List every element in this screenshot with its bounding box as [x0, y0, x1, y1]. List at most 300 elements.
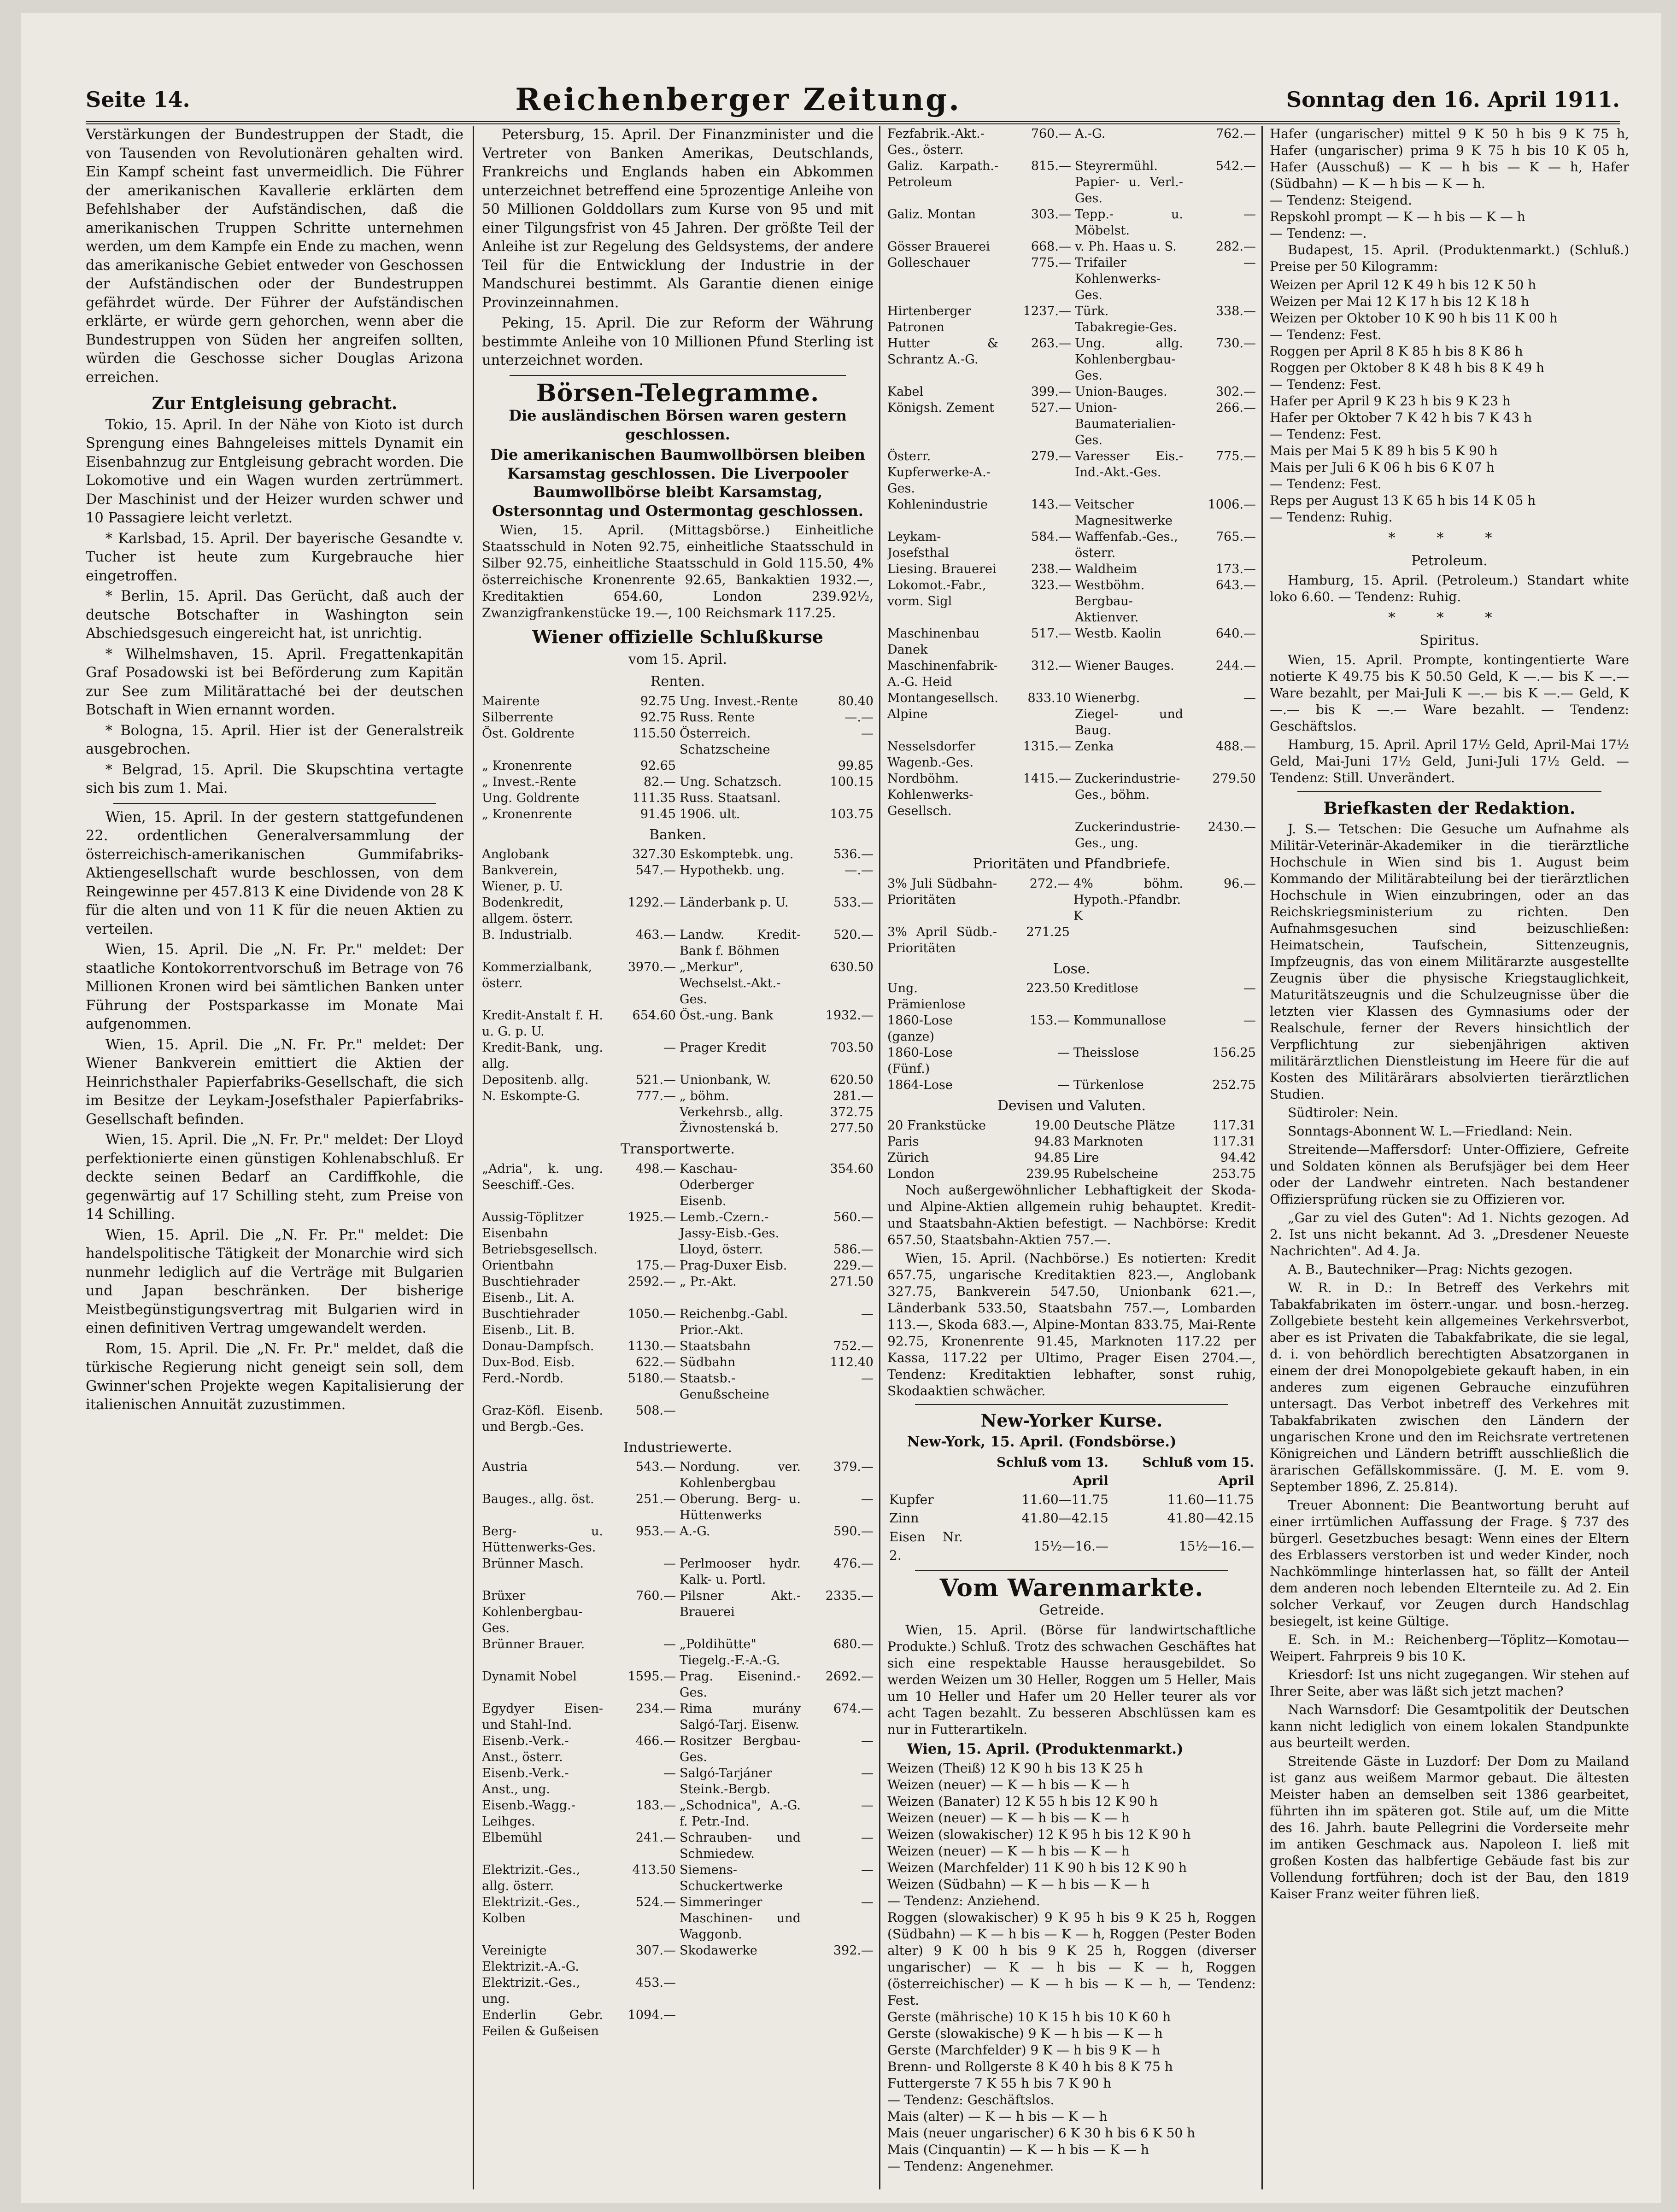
- quote-value: 476.—: [833, 1557, 874, 1571]
- quote-name: Eskomptebk. ung.: [680, 847, 794, 861]
- quote-value: 2335.—: [825, 1589, 874, 1603]
- quote-name: Zuckerindustrie-Ges., böhm.: [1074, 772, 1180, 802]
- quote-name: Brüxer Kohlenbergbau-Ges.: [482, 1589, 583, 1635]
- quote-value: 777.—: [635, 1089, 676, 1103]
- quote-value: 586.—: [833, 1242, 874, 1257]
- quote-value: 463.—: [635, 928, 676, 942]
- news-hamburg-spiritus: Hamburg, 15. April. April 17½ Geld, April-Mai 17½ Geld, Mai-Juni 17½ Geld, Juni-Juli 17½ Geld. — Tendenz: Still. Unverändert.: [1270, 737, 1629, 785]
- quote-value: 229.—: [833, 1258, 874, 1273]
- quote-name: 3% April Südb.-Prioritäten: [887, 925, 997, 955]
- quote-name: Hypothekb. ung.: [680, 863, 785, 878]
- quote-value: 100.15: [830, 774, 874, 789]
- quote-name: Kaschau-Oderberger Eisenb.: [680, 1161, 754, 1208]
- quote-name: Lokomot.-Fabr., vorm. Sigl: [887, 578, 986, 609]
- quote-name: Veitscher Magnesitwerke: [1074, 497, 1173, 528]
- quote-value: —: [663, 1637, 676, 1651]
- quote-name: A.-G.: [680, 1524, 710, 1539]
- quote-name: Öst.-ung. Bank: [680, 1008, 774, 1023]
- letter-answer: E. Sch. in M.: Reichenberg—Töplitz—Komotau—Weipert. Fahrpreis 9 bis 10 K.: [1270, 1632, 1629, 1664]
- list-hafer: [1270, 126, 1629, 242]
- price-line: Hafer per April 9 K 23 h bis 9 K 23 h: [1270, 393, 1511, 409]
- quote-value: —: [861, 1895, 874, 1909]
- quote-name: „ Pr.-Akt.: [680, 1274, 737, 1289]
- quote-value: —: [663, 1766, 676, 1780]
- quote-value: [607, 1104, 676, 1120]
- quote-name: Westböhm. Bergbau-Aktienver.: [1074, 578, 1145, 625]
- quote-value: —: [861, 1831, 874, 1845]
- quote-value: —: [1057, 1046, 1070, 1060]
- quote-name: Elektrizit.-Ges., Kolben: [482, 1895, 580, 1925]
- table-transportwerte: [482, 1161, 874, 1435]
- newspaper-page: [21, 13, 1661, 2203]
- section-industriewerte: Industriewerte.: [623, 1439, 732, 1456]
- column-2: [482, 126, 874, 2039]
- quote-name: Rubelscheine: [1073, 1166, 1158, 1181]
- quote-value: 271.50: [830, 1274, 874, 1289]
- quote-name: Prag-Duxer Eisb.: [680, 1258, 787, 1273]
- quote-name: Skodawerke: [680, 1943, 757, 1958]
- quote-name: Rositzer Bergbau-Ges.: [680, 1734, 801, 1764]
- price-line: — Tendenz: Anziehend.: [887, 1893, 1040, 1908]
- quote-value: 560.—: [833, 1210, 874, 1224]
- quote-value: 279.—: [1031, 449, 1071, 463]
- quote-name: Lemb.-Czern.-Jassy-Eisb.-Ges.: [680, 1210, 780, 1241]
- quote-name: Dux-Bod. Eisb.: [482, 1355, 575, 1369]
- price-line: Roggen per April 8 K 85 h bis 8 K 86 h: [1270, 344, 1523, 359]
- quote-name: Ung. allg. Kohlenbergbau-Ges.: [1074, 336, 1183, 383]
- quote-value: —: [861, 1863, 874, 1877]
- quote-name: 4% böhm. Hypoth.-Pfandbr. K: [1073, 876, 1183, 923]
- section-banken: Banken.: [649, 826, 707, 843]
- quote-value: 19.00: [1034, 1118, 1070, 1133]
- quote-name: Marknoten: [1073, 1134, 1143, 1149]
- quote-name: Verkehrsb., allg.: [680, 1105, 783, 1119]
- quote-value: —: [663, 1041, 676, 1055]
- price-line: Repskohl prompt — K — h bis — K — h: [1270, 209, 1525, 224]
- divider: [510, 375, 846, 376]
- quote-name: Elbemühl: [482, 1831, 542, 1845]
- quote-name: Anglobank: [482, 847, 550, 861]
- news-petersburg: Petersburg, 15. April. Der Finanzminister und die Vertreter von Banken Amerikas, Deutschlands, Frankreichs und Englands haben ein Abkommen unterzeichnet betreffend eine 5prozentige Anleihe von 50 Millionen Golddollars zum Kurse von 95 und mit einer Tilgungsfrist von 45 Jahren. Der größte Teil der Anleihe ist zur Regelung des Geldsystems, der andere Teil für die Entwicklung der Industrie in der Mandschurei bestimmt. Als Garantie dienen einige Provinzeinnahmen.: [482, 127, 874, 311]
- quote-name: 1906. ult.: [680, 807, 740, 821]
- quote-name: Türkenlose: [1073, 1078, 1144, 1092]
- quote-name: Paris: [887, 1134, 919, 1149]
- price-line: — Tendenz: Fest.: [1270, 427, 1382, 442]
- price-line: — Tendenz: Fest.: [1270, 476, 1382, 492]
- price-line: Mais (Cinquantin) — K — h bis — K — h: [887, 2142, 1149, 2157]
- section-transportwerte: Transportwerte.: [621, 1141, 735, 1157]
- ny-col-head: Schluß vom 15. April: [1142, 1454, 1254, 1488]
- quote-name: „Adria", k. ung. Seeschiff.-Ges.: [482, 1161, 603, 1192]
- price-line: Reps per August 13 K 65 h bis 14 K 05 h: [1270, 493, 1536, 508]
- quote-name: Perlmooser hydr. Kalk- u. Portl.: [680, 1557, 801, 1587]
- quote-value: 508.—: [635, 1403, 676, 1418]
- price-line: Roggen (slowakischer) 9 K 95 h bis 9 K 25 h, Roggen (Südbahn) — K — h bis — K — h, Roggen (Pester Boden alter) 9 K 00 h bis 9 K 25 h, Roggen (diverser ungarischer) — K — h bis — K — h, Roggen (österreichischer) — K — h bis — K — h, — Tendenz: Fest.: [887, 1910, 1256, 2008]
- column-1: [86, 126, 463, 1416]
- table-lose: [887, 980, 1256, 1093]
- heading-schlusskurse: Wiener offizielle Schlußkurse: [532, 626, 823, 647]
- letter-answer: Sonntags-Abonnent W. L.—Friedland: Nein.: [1288, 1123, 1573, 1139]
- quote-value: [804, 790, 874, 806]
- quote-value: —: [861, 1766, 874, 1780]
- price-line: Gerste (Marchfelder) 9 K — h bis 9 K — h: [887, 2042, 1161, 2058]
- page-header: [86, 77, 1620, 124]
- quote-value: 143.—: [1031, 497, 1071, 512]
- quote-name: Ung. Invest.-Rente: [680, 694, 798, 708]
- quote-name: Tepp.- u. Möbelst.: [1074, 207, 1183, 238]
- quote-name: Russ. Staatsanl.: [680, 790, 781, 805]
- quote-name: N. Eskompte-G.: [482, 1089, 580, 1103]
- quote-value: 223.50: [1026, 981, 1070, 995]
- quote-name: Enderlin Gebr. Feilen & Gußeisen: [482, 2008, 603, 2038]
- news-berlin: * Berlin, 15. April. Das Gerücht, daß auch der deutsche Botschafter in Washington sein Abschiedsgesuch eingereicht hat, ist unrichtig.: [86, 588, 463, 642]
- quote-name: Buschtiehrader Eisenb., Lit. B.: [482, 1306, 580, 1337]
- quote-value: —: [861, 1734, 874, 1748]
- quote-name: Waldheim: [1074, 562, 1137, 576]
- quote-name: „Schodnica", A.-G. f. Petr.-Ind.: [680, 1798, 801, 1829]
- price-line: Weizen (slowakischer) 12 K 95 h bis 12 K 90 h: [887, 1827, 1191, 1842]
- quote-value: 521.—: [635, 1073, 676, 1087]
- quote-name: Staatsbahn: [680, 1339, 751, 1353]
- table-industriewerte: [482, 1459, 874, 2039]
- section-petroleum: Petroleum.: [1411, 552, 1488, 569]
- quote-name: Varesser Eis.-Ind.-Akt.-Ges.: [1074, 449, 1183, 480]
- quote-value: 1932.—: [825, 1008, 874, 1023]
- quote-value: 92.75: [640, 694, 676, 708]
- commodity-price: 41.80—42.15: [1021, 1510, 1108, 1526]
- heading-briefkasten: Briefkasten der Redaktion.: [1323, 799, 1576, 818]
- quote-name: Deutsche Plätze: [1073, 1118, 1175, 1133]
- news-wien-2: Wien, 15. April. Die „N. Fr. Pr." meldet: Der staatliche Kontokorrentvorschuß im Betrage von 76 Millionen Kronen wird bei sämtlichen Banken unter Führung der Postsparkasse im Monate Mai aufgenommen.: [86, 942, 463, 1032]
- quote-value: 760.—: [1031, 127, 1071, 141]
- letter-answer: Streitende Gäste in Luzdorf: Der Dom zu Mailand ist ganz aus weißem Marmor gebaut. Die ältesten Meister haben an demselben seit 1386 gearbeitet, führten ihn im späteren got. Stile auf, um die Mitte des 16. Jahrh. baute Pellegrini die Vorderseite mehr im antiken Geschmack aus. Napoleon I. ließ mit großen Kosten das halbfertige Gebäude fast bis zur Vollendung fortführen; doch ist der Bau, den 1819 Kaiser Franz weiter führen ließ.: [1270, 1753, 1629, 1902]
- letter-answer: Treuer Abonnent: Die Beantwortung beruht auf einer irrtümlichen Auffassung der Frage. § 737 des bürgerl. Gesetzbuches besagt: Wenn eines der Eltern des Erblassers verstorben ist und weder Kinder, noch Nachkömmlinge hinterlassen hat, so fällt der Anteil dem anderen noch lebenden Elternteile zu. Ad 2. Ein solcher Verkauf, vor Zeugen durch Handschlag besiegelt, ist keine Gültige.: [1270, 1497, 1629, 1629]
- table-row: [887, 1528, 1256, 1565]
- section-lose: Lose.: [1053, 960, 1091, 977]
- price-line: Weizen (Theiß) 12 K 90 h bis 13 K 25 h: [887, 1761, 1143, 1776]
- quote-value: 775.—: [1215, 449, 1256, 463]
- quote-name: Aussig-Töplitzer Eisenbahn: [482, 1210, 584, 1241]
- table-devisen: [887, 1118, 1256, 1182]
- quote-value: 399.—: [1031, 385, 1071, 399]
- quote-name: 1860-Lose (Fünf.): [887, 1046, 953, 1076]
- news-wilhelmshaven: * Wilhelmshaven, 15. April. Fregattenkapitän Graf Posadowski ist bei Beförderung zum Kapitän zur See zum Militärattaché bei der deutschen Botschaft in Wien ernannt worden.: [86, 646, 463, 718]
- quote-value: 272.—: [1029, 876, 1070, 891]
- price-line: Weizen per Mai 12 K 17 h bis 12 K 18 h: [1270, 294, 1530, 309]
- quote-value: 117.31: [1212, 1118, 1256, 1133]
- note-foreign-exchanges: Die ausländischen Börsen waren gestern geschlossen.: [509, 407, 847, 443]
- quote-value: 115.50: [632, 726, 676, 741]
- quote-value: 239.95: [1026, 1166, 1070, 1181]
- quote-value: 5180.—: [627, 1371, 676, 1386]
- quote-value: —: [1243, 981, 1256, 995]
- quote-name: 3% Juli Südbahn-Prioritäten: [887, 876, 997, 907]
- table-industriewerte-continued: [887, 126, 1256, 851]
- ny-col-head: [887, 1453, 965, 1491]
- quote-value: —.—: [844, 710, 874, 725]
- news-new-york: New-York, 15. April. (Fondsbörse.): [907, 1434, 1177, 1450]
- quote-name: Egydyer Eisen- und Stahl-Ind.: [482, 1702, 603, 1732]
- table-banken: [482, 846, 874, 1136]
- quote-value: —: [1243, 256, 1256, 270]
- quote-name: v. Ph. Haas u. S.: [1074, 240, 1177, 254]
- quote-value: 244.—: [1215, 659, 1256, 673]
- divider: [1297, 791, 1601, 792]
- quote-name: Österreich. Schatzscheine: [680, 726, 770, 757]
- quote-name: Länderbank p. U.: [680, 895, 789, 910]
- quote-name: Brünner Masch.: [482, 1557, 584, 1571]
- section-prioritaeten: Prioritäten und Pfandbriefe.: [973, 856, 1171, 872]
- price-line: — Tendenz: Ruhig.: [1270, 509, 1393, 525]
- quote-value: 253.75: [1212, 1166, 1256, 1181]
- quote-name: Reichenbg.-Gabl. Prior.-Akt.: [680, 1306, 788, 1337]
- ny-col-head: Schluß vom 13. April: [997, 1454, 1108, 1488]
- quote-value: 775.—: [1031, 256, 1071, 270]
- letter-answer: Südtiroler: Nein.: [1288, 1105, 1398, 1120]
- quote-name: Union-Baumaterialien-Ges.: [1074, 401, 1176, 447]
- quote-name: Golleschauer: [887, 256, 970, 270]
- commodity-name: Zinn: [889, 1510, 919, 1526]
- news-hamburg-petroleum: Hamburg, 15. April. (Petroleum.) Standart white loko 6.60. — Tendenz: Ruhig.: [1270, 573, 1629, 604]
- price-line: Hafer (ungarischer) mittel 9 K 50 h bis 9 K 75 h, Hafer (ungarischer) prima 9 K 75 h bis 10 K 05 h, Hafer (Ausschuß) — K — h bis — K — h, Hafer (Südbahn) — K — h bis — K — h.: [1270, 126, 1629, 191]
- quote-name: Silberrente: [482, 710, 554, 725]
- quote-name: Ung. Prämienlose: [887, 981, 966, 1012]
- quote-value: 590.—: [833, 1524, 874, 1539]
- quote-name: Westb. Kaolin: [1074, 626, 1161, 641]
- quote-name: Galiz. Karpath.-Petroleum: [887, 159, 998, 189]
- quote-name: Nordböhm. Kohlenwerks-Gesellsch.: [887, 772, 973, 818]
- news-tokio: Tokio, 15. April. In der Nähe von Kioto ist durch Sprengung eines Bahngeleises mittels Dynamit ein Eisenbahnzug zur Entgleisung gebracht worden. Die Lokomotive und ein Wagen wurden zertrümmert. Der Maschinist und der Heizer wurden schwer und 10 Passagiere leicht verletzt.: [86, 416, 463, 526]
- news-produktenmarkt: Wien, 15. April. (Produktenmarkt.): [907, 1740, 1184, 1757]
- quote-name: Zenka: [1074, 739, 1114, 754]
- quote-name: Montangesellsch. Alpine: [887, 691, 998, 721]
- quote-value: 354.60: [830, 1161, 874, 1176]
- price-line: — Tendenz: Geschäftslos.: [887, 2092, 1055, 2107]
- quote-name: Leykam-Josefsthal: [887, 530, 949, 560]
- quote-name: Russ. Rente: [680, 710, 755, 725]
- quote-name: Wiener Bauges.: [1074, 659, 1174, 673]
- quote-value: 234.—: [635, 1702, 676, 1716]
- quote-value: 547.—: [635, 863, 676, 878]
- quote-name: Lloyd, österr.: [680, 1242, 763, 1257]
- quote-value: 1292.—: [627, 895, 676, 910]
- column-rule: [1261, 126, 1263, 2189]
- news-wien-4: Wien, 15. April. Die „N. Fr. Pr." meldet: Der Lloyd perfektionierte einen günstigen Kohlenabschluß. Er deckte seinen Bedarf an Cardiffkohle, die gegenwärtig auf 17 Schilling steht, zum Preise von 14 Schilling.: [86, 1132, 463, 1223]
- quote-value: 372.75: [830, 1105, 874, 1119]
- quote-name: Hirtenberger Patronen: [887, 304, 971, 334]
- heading-new-york: New-Yorker Kurse.: [980, 1410, 1163, 1431]
- price-line: Hafer per Oktober 7 K 42 h bis 7 K 43 h: [1270, 410, 1532, 425]
- quote-value: —: [861, 726, 874, 741]
- letter-answer: „Gar zu viel des Guten": Ad 1. Nichts gezogen. Ad 2. Ist uns nicht bekannt. Ad 3. „Dresdener Neueste Nachrichten". Ad 4. Ja.: [1270, 1210, 1629, 1258]
- quote-name: Gösser Brauerei: [887, 240, 990, 254]
- quote-value: 266.—: [1215, 401, 1256, 415]
- price-line: — Tendenz: Angenehmer.: [887, 2159, 1054, 2174]
- quote-value: 1006.—: [1208, 497, 1256, 512]
- quote-name: Oberung. Berg- u. Hüttenwerks: [680, 1492, 801, 1522]
- quote-value: 1094.—: [627, 2008, 676, 2022]
- quote-name: [1073, 924, 1183, 956]
- quote-value: 1415.—: [1023, 772, 1071, 786]
- letter-answer: Kriesdorf: Ist uns nicht zugegangen. Wir stehen auf Ihrer Seite, aber was läßt sich jetzt machen?: [1270, 1667, 1629, 1699]
- quote-value: 517.—: [1031, 626, 1071, 641]
- quote-name: Betriebsgesellsch.: [482, 1242, 598, 1257]
- quote-name: Waffenfab.-Ges., österr.: [1074, 530, 1178, 560]
- letter-answer: W. R. in D.: In Betreff des Verkehrs mit Tabakfabrikaten im österr.-ungar. und bosn.-herzeg. Zollgebiete besteht kein allgemeines Verkehrsverbot, aber es ist Privaten die Tabakfabrikate, die sie legal, d. i. von behördlich berechtigten Absatzorganen in einem der drei Monopolgebiete gekauft haben, in ein anderes zum eigenen Gebrauche einzuführen untersagt. Das Verbot inbetreff des Verkehres mit Tabakfabrikaten zwischen den Ländern der ungarischen Krone und den im Reichsrate vertretenen Königreichen und Ländern betrifft ausschließlich die ärarischen Gefällskommissäre. (J. M. E. vom 9. September 1896, Z. 25.814).: [1270, 1280, 1629, 1494]
- quote-value: 953.—: [635, 1524, 676, 1539]
- quote-value: 815.—: [1031, 159, 1071, 173]
- quote-name: Steyrermühl. Papier- u. Verl.-Ges.: [1074, 159, 1183, 205]
- quote-value: 760.—: [635, 1589, 676, 1603]
- quote-value: 263.—: [1031, 336, 1071, 351]
- divider-stars: * * *: [1388, 530, 1511, 546]
- heading-boersen-telegramme: Börsen-Telegramme.: [536, 379, 820, 407]
- quote-name: Kredit-Anstalt f. H. u. G. p. U.: [482, 1008, 603, 1039]
- quote-value: 543.—: [635, 1460, 676, 1474]
- quote-value: —: [1243, 691, 1256, 705]
- quote-value: 173.—: [1215, 562, 1256, 576]
- news-mittagsboerse: Wien, 15. April. (Mittagsbörse.) Einheitliche Staatsschuld in Noten 92.75, einheitliche Staatsschuld in Silber 92.75, einheitliche Staatsschuld in Gold 115.50, 4% österreichische Kronenrente 92.65, Bankaktien 1932.—, Kreditaktien 654.60, London 239.92½, Zwanzigfrankenstücke 19.—, 100 Reichsmark 117.25.: [482, 522, 874, 620]
- list-budapest: [1270, 277, 1629, 526]
- heading-derailment: Zur Entgleisung gebracht.: [152, 394, 398, 413]
- quote-value: 327.30: [632, 847, 676, 861]
- quote-value: 1130.—: [627, 1339, 676, 1353]
- quote-value: 92.65: [640, 758, 676, 773]
- quote-value: 752.—: [833, 1339, 874, 1353]
- price-line: Weizen (neuer) — K — h bis — K — h: [887, 1843, 1130, 1859]
- quote-value: 1315.—: [1023, 739, 1071, 754]
- price-line: — Tendenz: Steigend.: [1270, 193, 1412, 208]
- quote-value: 94.42: [1220, 1150, 1256, 1165]
- quote-value: [607, 1241, 676, 1258]
- price-line: Brenn- und Rollgerste 8 K 40 h bis 8 K 75 h: [887, 2059, 1173, 2074]
- price-line: Weizen per Oktober 10 K 90 h bis 11 K 00 h: [1270, 310, 1558, 326]
- quote-name: Wienerbg. Ziegel- und Baug.: [1074, 691, 1183, 737]
- quote-value: 668.—: [1031, 240, 1071, 254]
- quote-value: —: [861, 1798, 874, 1813]
- quote-name: Zürich: [887, 1150, 929, 1165]
- price-line: Mais (neuer ungarischer) 6 K 30 h bis 6 K 50 h: [887, 2125, 1196, 2141]
- quote-name: Türk. Tabakregie-Ges.: [1074, 304, 1177, 334]
- quote-value: 833.10: [1027, 691, 1071, 705]
- quote-value: 80.40: [838, 694, 874, 708]
- quote-name: Eisenb.-Verk.-Anst., österr.: [482, 1734, 569, 1764]
- quote-name: Galiz. Montan: [887, 207, 976, 222]
- quote-name: Donau-Dampfsch.: [482, 1339, 594, 1353]
- quote-value: 703.50: [830, 1041, 874, 1055]
- quote-value: 1050.—: [627, 1306, 676, 1321]
- quote-name: Schrauben- und Schmiedew.: [680, 1831, 801, 1861]
- quote-name: A.-G.: [1074, 127, 1106, 141]
- price-line: Gerste (slowakische) 9 K — h bis — K — h: [887, 2026, 1163, 2041]
- quote-name: „Poldihütte" Tiegelg.-F.-A.-G.: [680, 1637, 780, 1668]
- list-getreide: [887, 1760, 1256, 2175]
- quote-value: 620.50: [830, 1073, 874, 1087]
- quote-name: Kabel: [887, 385, 924, 399]
- quote-value: 91.45: [640, 807, 676, 821]
- price-line: Weizen (neuer) — K — h bis — K — h: [887, 1810, 1130, 1826]
- quote-name: Orientbahn: [482, 1258, 554, 1273]
- quote-name: Salgó-Tarjáner Steink.-Bergb.: [680, 1766, 772, 1797]
- quote-name: Hutter & Schrantz A.-G.: [887, 336, 998, 367]
- quote-value: 338.—: [1215, 304, 1256, 318]
- quote-name: Elektrizit.-Ges., allg. österr.: [482, 1863, 580, 1893]
- quote-value: 533.—: [833, 895, 874, 910]
- quote-value: 183.—: [635, 1798, 676, 1813]
- quote-value: 730.—: [1215, 336, 1256, 351]
- quote-name: Kohlenindustrie: [887, 497, 988, 512]
- quote-value: 654.60: [632, 1008, 676, 1023]
- news-bologna: * Bologna, 15. April. Hier ist der Generalstreik ausgebrochen.: [86, 722, 463, 757]
- quote-value: 630.50: [830, 960, 874, 974]
- quote-name: London: [887, 1166, 935, 1181]
- letter-answer: A. B., Bautechniker—Prag: Nichts gezogen.: [1288, 1261, 1573, 1277]
- quote-value: 488.—: [1215, 739, 1256, 754]
- quote-name: Fezfabrik.-Akt.-Ges., österr.: [887, 127, 985, 157]
- quote-name: Ferd.-Nordb.: [482, 1371, 564, 1386]
- quote-value: 117.31: [1212, 1134, 1256, 1149]
- news-wien-1: Wien, 15. April. In der gestern stattgefundenen 22. ordentlichen Generalversammlung der österreichisch-amerikanischen Gummifabriks-Aktiengesellschaft wurde beschlossen, von dem Reingewinne per 457.813 K eine Dividende von 28 K für die alten und von 11 K für die neuen Aktien zu verteilen.: [86, 809, 463, 937]
- quote-name: Union-Bauges.: [1074, 385, 1167, 399]
- commodity-price: 41.80—42.15: [1167, 1510, 1254, 1526]
- quote-value: 527.—: [1031, 401, 1071, 415]
- article-intro: Verstärkungen der Bundestruppen der Stadt, die von Tausenden von Revolutionären gehalten wird. Ein Kampf scheint fast unvermeidlich. Die Führer der amerikanischen Kavallerie erklärten dem Befehlshaber der Aufständischen, daß die amerikanischen Truppen Schritte unternehmen werden, um dem Kampfe ein Ende zu machen, wenn das amerikanische Gebiet entweder von Geschossen der Aufständischen oder der Bundestruppen gefährdet würde. Der Führer der Aufständischen erklärte, er würde gern gehorchen, wenn aber die Bundestruppen von Süden her angreifen sollten, würden die Geschosse sicher Douglas Arizona erreichen.: [86, 127, 463, 386]
- commodity-price: 15½—16.—: [1033, 1538, 1108, 1554]
- quote-value: —: [663, 1557, 676, 1571]
- quote-value: —: [861, 1306, 874, 1321]
- quote-value: 680.—: [833, 1637, 874, 1651]
- letter-answer: Nach Warnsdorf: Die Gesamtpolitik der Deutschen kann nicht lediglich von einem lokalen Standpunkte aus beurteilt werden.: [1270, 1702, 1629, 1750]
- quote-name: Kommerzialbank, österr.: [482, 960, 592, 990]
- quote-name: 1860-Lose (ganze): [887, 1013, 953, 1044]
- quote-name: „ Invest.-Rente: [482, 774, 576, 789]
- divider: [113, 803, 436, 804]
- quote-value: 2692.—: [825, 1669, 874, 1684]
- quote-name: Südbahn: [680, 1355, 736, 1369]
- commodity-name: Kupfer: [889, 1492, 934, 1507]
- commodity-price: 15½—16.—: [1179, 1538, 1254, 1554]
- letter-answer: J. S.— Tetschen: Die Gesuche um Aufnahme als Militär-Veterinär-Akademiker in die tierärztliche Hochschule in Wien sind bis 1. August beim Kommando der Militärabteilung bei der tierärztlichen Hochschule in Wien einzubringen, oder an das Reichskriegsministerium zu richten. Den Aufnahmsgesuchen sind beizuschließen: Heimatschein, Taufschein, Sittenzeugnis, Impfzeugnis, das von einem Militärarzte ausgestellte Zeugnis über die physische Kriegstauglichkeit, Maturitätszeugnis und die Schulzeugnisse über die letzten vier Klassen des Gymnasiums oder der Realschule, ferner der Revers hinsichtlich der Verpflichtung zur siebenjährigen aktiven militärärztlichen Dienstleistung im Heere für die auf Kosten des Militärärars absolvierten tierärztlichen Studien.: [1270, 821, 1629, 1102]
- quote-name: Siemens-Schuckertwerke: [680, 1863, 783, 1893]
- quote-name: Staatsb.-Genußscheine: [680, 1371, 769, 1402]
- quote-name: „ böhm.: [680, 1089, 729, 1103]
- quote-value: 466.—: [635, 1734, 676, 1748]
- quote-value: 277.50: [830, 1121, 874, 1135]
- news-karlsbad: * Karlsbad, 15. April. Der bayerische Gesandte v. Tucher ist heute zum Kurgebrauche hier eingetroffen.: [86, 530, 463, 584]
- quote-name: Brünner Brauer.: [482, 1637, 585, 1651]
- quote-value: 536.—: [833, 847, 874, 861]
- note-cotton-exchanges: Die amerikanischen Baumwollbörsen bleiben Karsamstag geschlossen. Die Liverpooler Baumwollbörse bleibt Karsamstag, Ostersonntag und Ostermontag geschlossen.: [490, 446, 865, 520]
- quote-value: 111.35: [632, 790, 676, 805]
- quote-value: 94.85: [1034, 1150, 1070, 1165]
- quote-name: Bankverein, Wiener, p. U.: [482, 863, 563, 894]
- quote-value: [1002, 819, 1071, 851]
- market-summary: Noch außergewöhnlicher Lebhaftigkeit der Skoda- und Alpine-Aktien allgemein ruhig behauptet. Kredit- und Staatsbahn-Aktien befestigt. — Nachbörse: Kredit 657.50, Staatsbahn-Aktien 757.—.: [887, 1182, 1256, 1247]
- news-wien-5: Wien, 15. April. Die „N. Fr. Pr." meldet: Die handelspolitische Tätigkeit der Monarchie wird sich nunmehr lediglich auf die Verträge mit Bulgarien und Japan beschränken. Der bisherige Meistbegünstigungsvertrag mit Bulgarien wird in einen definitiven Vertrag umgewandelt werden.: [86, 1227, 463, 1336]
- section-spiritus: Spiritus.: [1419, 632, 1479, 649]
- quote-name: Österr. Kupferwerke-A.-Ges.: [887, 449, 991, 496]
- column-3: [887, 126, 1256, 2175]
- quote-value: [804, 1403, 874, 1435]
- table-row: [887, 1491, 1256, 1510]
- quote-name: [680, 1975, 801, 2007]
- section-devisen: Devisen und Valuten.: [997, 1098, 1146, 1114]
- quote-value: 1595.—: [627, 1669, 676, 1684]
- quote-name: Simmeringer Maschinen- und Waggonb.: [680, 1895, 801, 1942]
- commodity-name: Eisen Nr. 2.: [889, 1529, 963, 1563]
- price-line: Gerste (mährische) 10 K 15 h bis 10 K 60 h: [887, 2009, 1171, 2025]
- quote-value: 643.—: [1215, 578, 1256, 592]
